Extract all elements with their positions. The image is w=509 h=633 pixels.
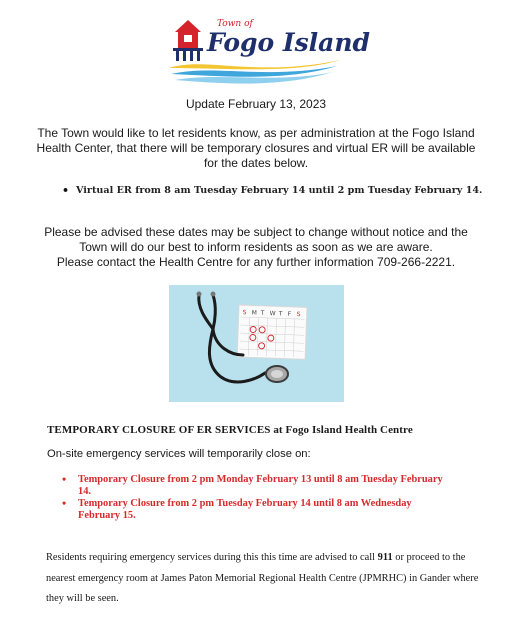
- emergency-number: 911: [377, 552, 393, 563]
- residents-paragraph: [46, 548, 486, 610]
- list-item: • Virtual ER from 8 am Tuesday February 14 until 2 pm Tuesday February 14.: [62, 185, 482, 196]
- calendar-day: M: [251, 309, 258, 317]
- closure-heading: TEMPORARY CLOSURE OF ER SERVICES at Fogo Island Health Centre: [47, 424, 413, 436]
- logo-name: Fogo Island: [207, 28, 371, 57]
- update-date: Update February 13, 2023: [185, 97, 327, 111]
- calendar-day: F: [287, 310, 292, 318]
- contact-line: Please contact the Health Centre for any further information 709-266-2221.: [56, 255, 456, 269]
- town-of-label: Town of: [217, 19, 253, 29]
- house-icon: [173, 20, 203, 61]
- residents-text: Residents requiring emergency services during this this time are advised to call: [46, 552, 378, 563]
- residents-text-cont: or proceed to the nearest emergency room at James Paton Memorial Regional Health Centre (JPMRHC) in Gander where they will be seen.: [46, 552, 479, 604]
- advisory-line: Please be advised these dates may be subject to change without notice and the Town will do our best to inform residents as soon as we are aware.: [44, 225, 468, 254]
- town-logo: [165, 8, 371, 86]
- calendar-day: S: [242, 309, 247, 317]
- calendar-day: S: [296, 311, 301, 319]
- list-item: • Temporary Closure from 2 pm Monday February 13 until 8 am Tuesday February 14.: [62, 474, 452, 497]
- onsite-closure-text: On-site emergency services will temporarily close on:: [47, 448, 311, 460]
- stethoscope-calendar-photo: [169, 285, 344, 402]
- closure-list: [62, 474, 452, 522]
- calendar-icon: [237, 305, 307, 359]
- list-item: • Temporary Closure from 2 pm Tuesday February 14 until 8 am Wednesday February 15.: [62, 498, 452, 521]
- fogo-island-logo: [165, 8, 371, 86]
- intro-paragraph: The Town would like to let residents know, as per administration at the Fogo Island Health Center, that there will be temporary closures and virtual ER will be available for the dates below.: [36, 126, 476, 170]
- advisory-notice: [30, 225, 482, 270]
- virtual-er-list: [62, 185, 482, 196]
- calendar-day: T: [260, 309, 265, 317]
- calendar-day: T: [278, 310, 283, 318]
- stethoscope-image: [169, 285, 344, 402]
- calendar-day: W: [269, 310, 276, 318]
- wave-graphic: [169, 60, 340, 84]
